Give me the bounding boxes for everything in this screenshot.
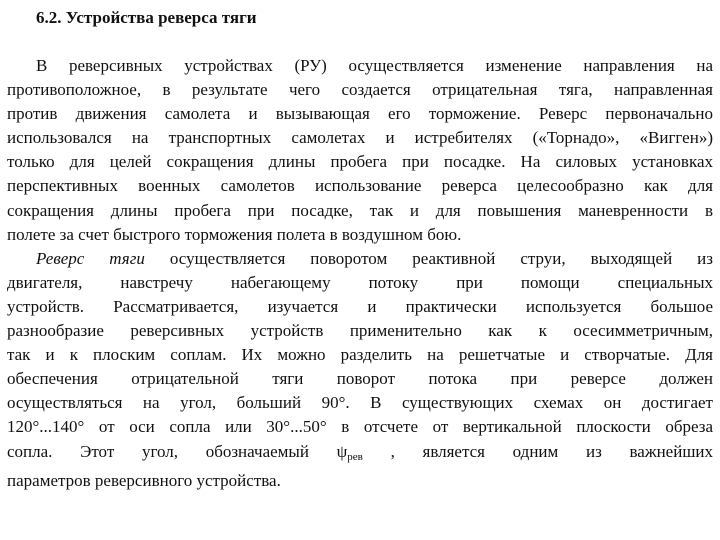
psi-subscript: рев bbox=[347, 450, 363, 463]
paragraph-1-line: сокращения длины пробега при посадке, так и для повышения маневренности в bbox=[7, 200, 713, 220]
paragraph-2-line: разнообразие реверсивных устройств применительно как к осесимметричным, bbox=[7, 321, 713, 341]
paragraph-2-line: устройств. Рассматривается, изучается и практически используется большое bbox=[7, 296, 713, 316]
paragraph-2-text: осуществляется поворотом реактивной струи, выходящей из bbox=[144, 248, 713, 268]
paragraph-2-line bbox=[7, 247, 713, 271]
paragraph-2-text: , является одним из важнейших bbox=[362, 441, 714, 461]
paragraph-1-line: только для целей сокращения длины пробега при посадке. На силовых установках bbox=[7, 152, 713, 172]
paragraph-2-line: осуществляться на угол, больший 90°. В существующих схемах он достигает bbox=[7, 393, 713, 413]
paragraph-2-line: параметров реверсивного устройства. bbox=[7, 470, 281, 490]
paragraph-1-line: В реверсивных устройствах (РУ) осуществляется изменение направления на bbox=[36, 56, 713, 75]
document-body bbox=[7, 54, 713, 493]
paragraph-2-line: так и к плоским соплам. Их можно разделить на решетчатые и створчатые. Для bbox=[7, 345, 713, 365]
paragraph-2-line: обеспечения отрицательной тяги поворот потока при реверсе должен bbox=[7, 369, 713, 389]
paragraph-1-line: полете за счет быстрого торможения полета в воздушном бою. bbox=[7, 224, 462, 244]
paragraph-2-line: двигателя, навстречу набегающему потоку при помощи специальных bbox=[7, 272, 713, 292]
paragraph-2-line: 120°...140° от оси сопла или 30°...50° в отсчете от вертикальной плоскости обреза bbox=[7, 417, 713, 437]
paragraph-1-line: противоположное, в результате чего создается отрицательная тяга, направленная bbox=[7, 80, 713, 100]
paragraph-1-line: использовался на транспортных самолетах и истребителях («Торнадо», «Вигген») bbox=[7, 128, 713, 148]
paragraph-2-line bbox=[7, 440, 713, 469]
italic-term: Реверс тяги bbox=[36, 248, 145, 268]
paragraph-1-line: против движения самолета и вызывающая его торможение. Реверс первоначально bbox=[7, 104, 713, 124]
psi-symbol: ψ bbox=[336, 441, 348, 461]
paragraph-1-line: перспективных военных самолетов использование реверса целесообразно как для bbox=[7, 176, 713, 196]
section-title: 6.2. Устройства реверса тяги bbox=[36, 8, 257, 27]
paragraph-2-text: сопла. Этот угол, обозначаемый bbox=[7, 441, 337, 461]
